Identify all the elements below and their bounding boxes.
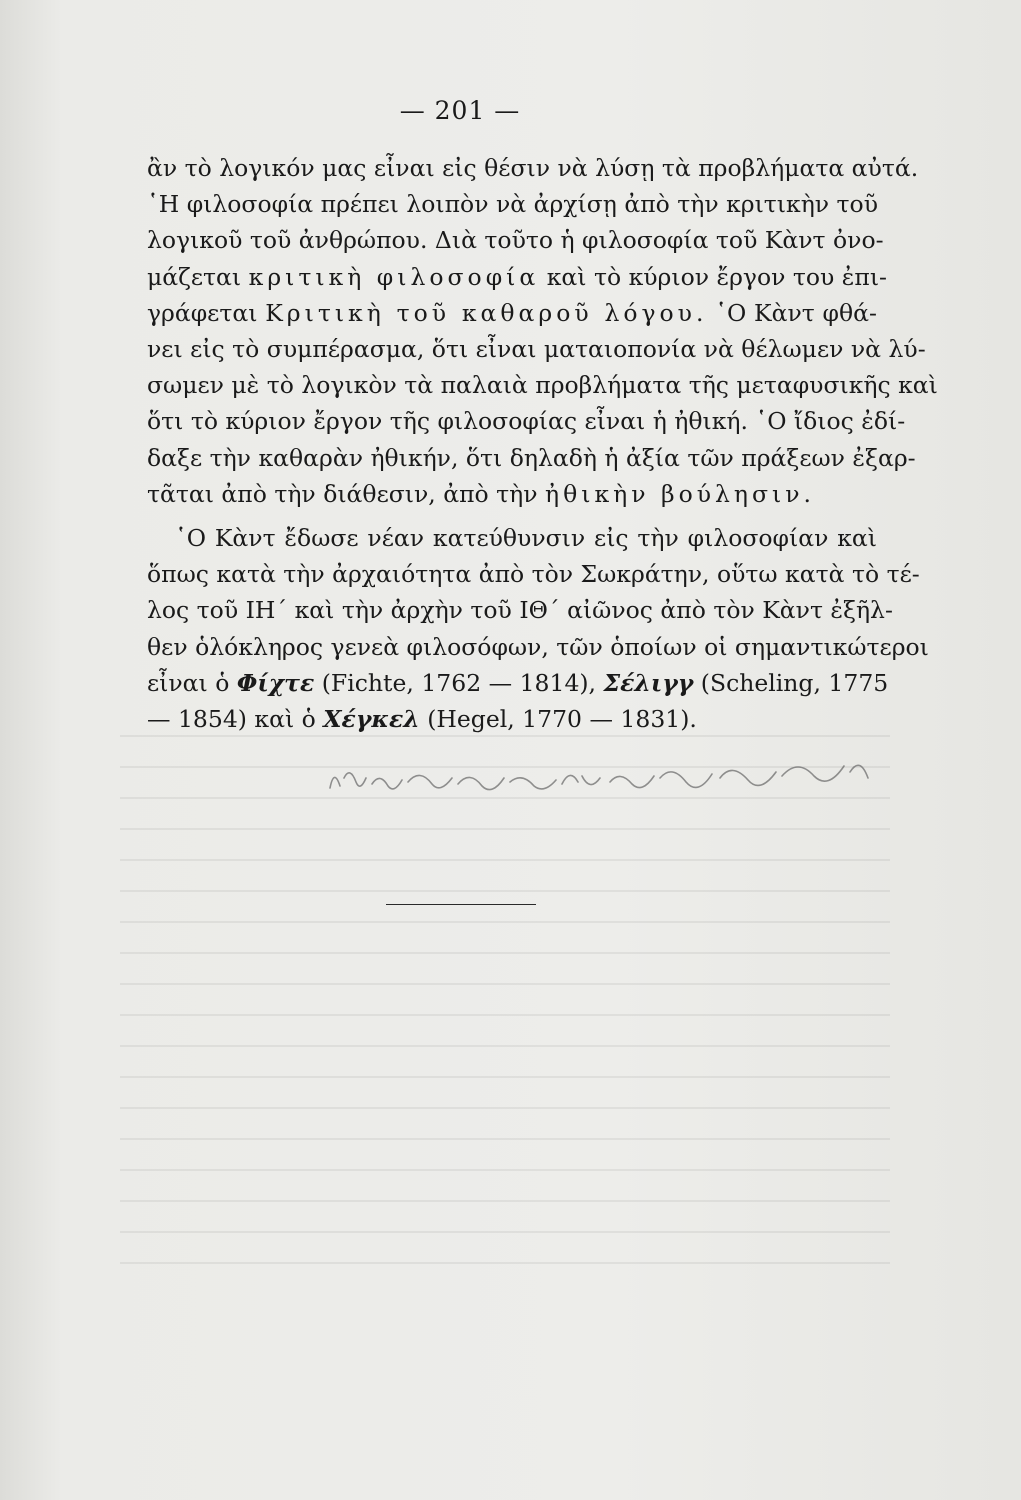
text-line: [147, 701, 877, 737]
spaced-emphasis: Κριτικὴ τοῦ καθαροῦ λόγου.: [265, 298, 708, 327]
text-fragment: τᾶται ἀπὸ τὴν διάθεσιν, ἀπὸ τὴν: [147, 479, 538, 508]
text-line: [147, 295, 877, 331]
text-line: ὅτι τὸ κύριον ἔργον τῆς φιλοσοφίας εἶναι ἡ ἠθική. ῾Ο ἴδιος ἐδί-: [147, 407, 906, 436]
text-fragment: (Hegel, 1770 — 1831).: [427, 705, 697, 734]
text-fragment: ῾Ο Κὰντ φθά-: [715, 298, 877, 327]
text-line: ῾Η φιλοσοφία πρέπει λοιπὸν νὰ ἀρχίσῃ ἀπὸ τὴν κριτικὴν τοῦ: [147, 190, 878, 219]
name-fichte: Φίχτε: [236, 668, 315, 697]
text-fragment: γράφεται: [147, 298, 258, 327]
text-line: νει εἰς τὸ συμπέρασμα, ὅτι εἶναι ματαιοπονία νὰ θέλωμεν νὰ λύ-: [147, 335, 926, 364]
page-number: — 201 —: [399, 96, 521, 125]
text-line: λος τοῦ ΙΗ΄ καὶ τὴν ἀρχὴν τοῦ ΙΘ΄ αἰῶνος ἀπὸ τὸν Κὰντ ἐξῆλ-: [147, 596, 893, 625]
text-fragment: (Fichte, 1762 — 1814),: [321, 668, 597, 697]
text-fragment: — 1854) καὶ ὁ: [147, 705, 316, 734]
text-line: [147, 665, 889, 701]
text-fragment: μάζεται: [147, 262, 242, 291]
text-line: ῾Ο Κὰντ ἔδωσε νέαν κατεύθυνσιν εἰς τὴν φιλοσοφίαν καὶ: [175, 524, 877, 553]
text-line: δαξε τὴν καθαρὰν ἠθικήν, ὅτι δηλαδὴ ἡ ἀξία τῶν πράξεων ἐξαρ-: [147, 443, 916, 472]
text-line: [147, 259, 887, 295]
text-line: θεν ὁλόκληρος γενεὰ φιλοσόφων, τῶν ὁποίων οἱ σημαντικώτεροι: [147, 632, 929, 661]
body-text: [147, 150, 938, 737]
name-hegel: Χέγκελ: [323, 705, 420, 734]
name-schelling: Σέλιγγ: [603, 668, 694, 697]
spaced-emphasis: ἠθικὴν βούλησιν.: [545, 479, 815, 508]
text-line: [147, 476, 877, 512]
footnote-separator-line: [386, 904, 536, 905]
text-line: λογικοῦ τοῦ ἀνθρώπου. Διὰ τοῦτο ἡ φιλοσοφία τοῦ Κὰντ ὀνο-: [147, 226, 884, 255]
text-fragment: εἶναι ὁ: [147, 668, 230, 697]
text-fragment: καὶ τὸ κύριον ἔργον του ἐπι-: [546, 262, 887, 291]
text-line: σωμεν μὲ τὸ λογικὸν τὰ παλαιὰ προβλήματα τῆς μεταφυσικῆς καὶ: [147, 371, 938, 400]
text-fragment: (Scheling, 1775: [700, 668, 889, 697]
text-line: ὅπως κατὰ τὴν ἀρχαιότητα ἀπὸ τὸν Σωκράτην, οὕτω κατὰ τὸ τέ-: [147, 560, 920, 589]
text-line: ἂν τὸ λογικόν μας εἶναι εἰς θέσιν νὰ λύσῃ τὰ προβλήματα αὐτά.: [147, 154, 919, 182]
spaced-emphasis: κριτικὴ φιλοσοφία: [248, 262, 540, 291]
handwritten-annotation: [320, 748, 880, 818]
